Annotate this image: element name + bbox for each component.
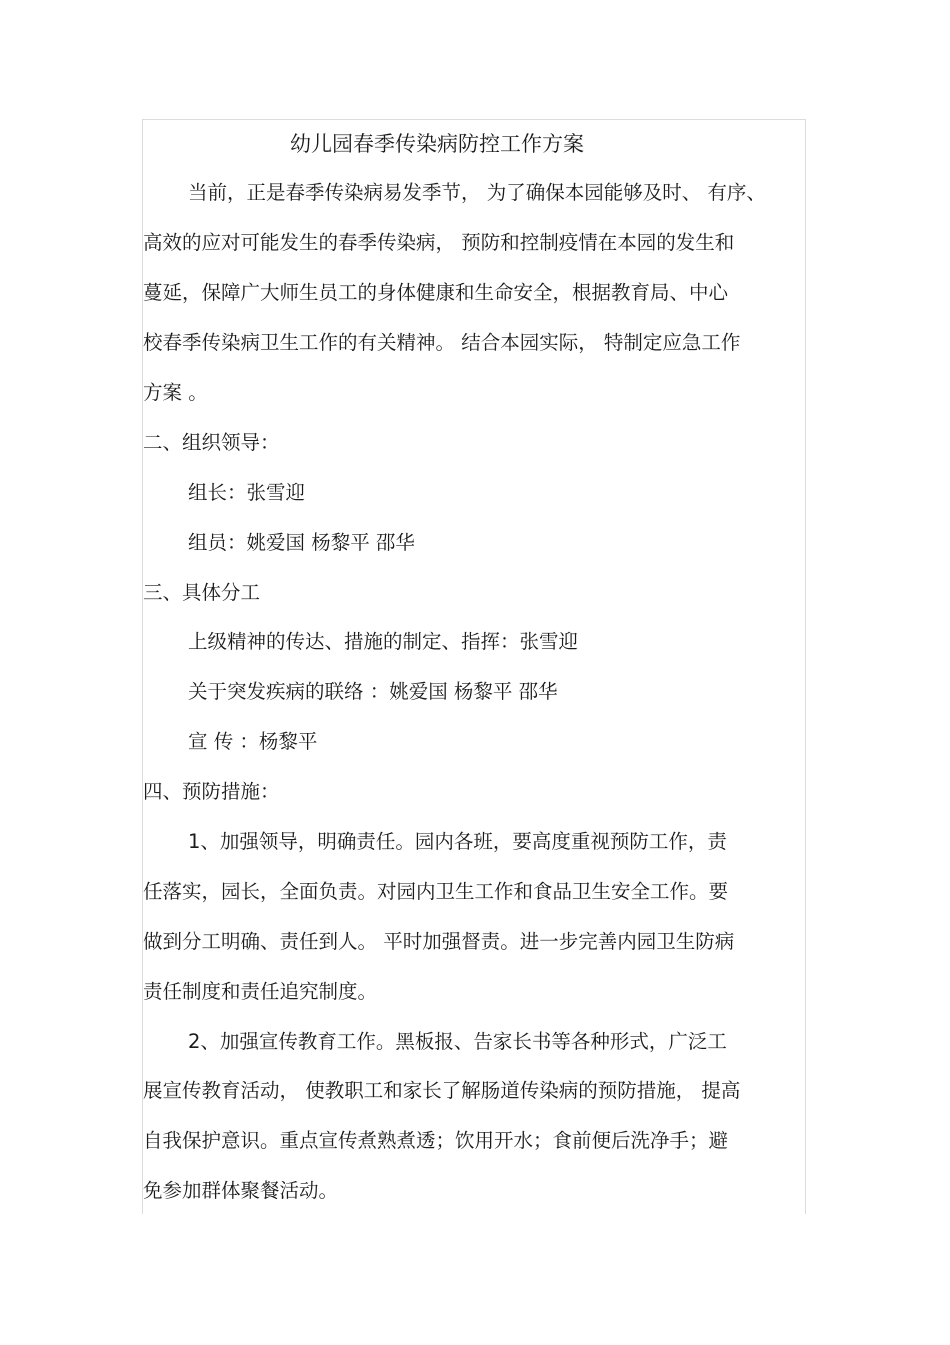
measure2-line-3: 自我保护意识。重点宣传煮熟煮透；饮用开水；食前便后洗净手；避 — [143, 1129, 729, 1152]
measure1-line-2: 任落实，园长，全面负责。对园内卫生工作和食品卫生安全工作。要 — [143, 880, 729, 903]
measure1-line-3: 做到分工明确、责任到人。 平时加强督责。进一步完善内园卫生防病 — [143, 930, 735, 953]
division-item-3: 宣 传 ：杨黎平 — [188, 730, 318, 753]
members-line: 组员：姚爱国 杨黎平 邵华 — [188, 531, 415, 554]
division-item-1: 上级精神的传达、措施的制定、指挥：张雪迎 — [188, 630, 579, 653]
section-heading-measures: 四、预防措施： — [143, 780, 280, 803]
section-heading-organization: 二、组织领导： — [143, 431, 280, 454]
intro-line-4: 校春季传染病卫生工作的有关精神。 结合本园实际， 特制定应急工作 — [143, 331, 741, 354]
measure1-line-4: 责任制度和责任追究制度。 — [143, 980, 378, 1003]
section-heading-division: 三、具体分工 — [143, 581, 261, 604]
division-item-2: 关于突发疾病的联络 ：姚爱国 杨黎平 邵华 — [188, 680, 558, 703]
measure2-line-4: 免参加群体聚餐活动。 — [143, 1179, 339, 1202]
leader-line: 组长：张雪迎 — [188, 481, 306, 504]
measure2-line-1: 2、加强宣传教育工作。黑板报、告家长书等各种形式，广泛工 — [188, 1030, 727, 1053]
measure2-line-2: 展宣传教育活动， 使教职工和家长了解肠道传染病的预防措施， 提高 — [143, 1079, 741, 1102]
measure1-line-1: 1、加强领导，明确责任。园内各班，要高度重视预防工作，责 — [188, 830, 727, 853]
intro-line-1: 当前，正是春季传染病易发季节， 为了确保本园能够及时、 有序、 — [188, 181, 766, 204]
intro-line-3: 蔓延，保障广大师生员工的身体健康和生命安全，根据教育局、中心 — [143, 281, 729, 304]
document-title: 幼儿园春季传染病防控工作方案 — [290, 132, 584, 156]
intro-line-2: 高效的应对可能发生的春季传染病， 预防和控制疫情在本园的发生和 — [143, 231, 735, 254]
intro-line-5: 方案 。 — [143, 381, 208, 404]
